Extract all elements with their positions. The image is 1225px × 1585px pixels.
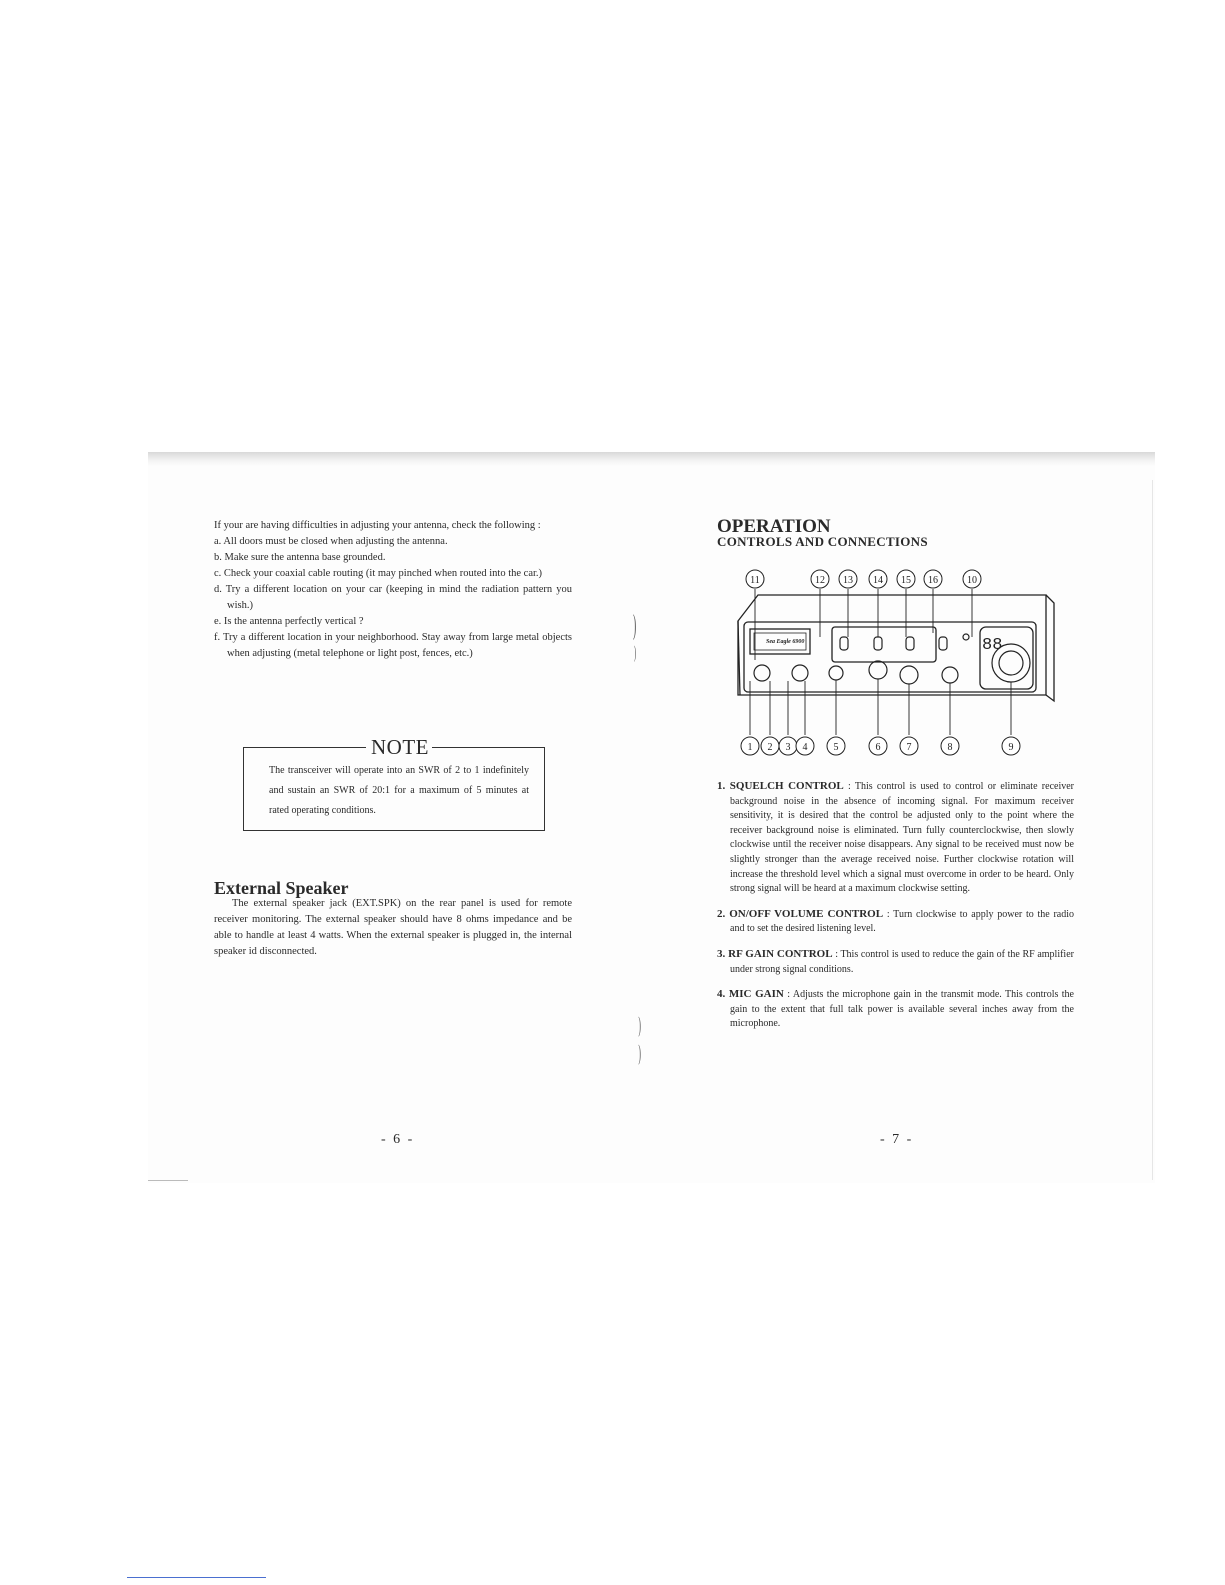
external-speaker-title: External Speaker xyxy=(214,878,349,898)
intro-paragraph: If your are having difficulties in adjusting your antenna, check the following : xyxy=(214,520,541,531)
control-description: : This control is used to reduce the gain of the RF amplifier under strong signal conditions. xyxy=(730,948,1074,975)
note-title: NOTE xyxy=(371,735,429,759)
callout-label: 8 xyxy=(947,742,953,753)
controls-subtitle: CONTROLS AND CONNECTIONS xyxy=(717,534,928,549)
checklist-item: d. Try a different location on your car (keeping in mind the radiation pattern you wish.) xyxy=(214,584,572,611)
control-description: : Turn clockwise to apply power to the radio and to set the desired listening level. xyxy=(730,908,1075,935)
checklist-item: c. Check your coaxial cable routing (it may pinched when routed into the car.) xyxy=(214,568,543,579)
gutter-mark: ) xyxy=(638,1040,641,1065)
control-item-volume xyxy=(717,907,1074,937)
channel-display: 88 xyxy=(982,636,1003,655)
page-number-right: - 7 - xyxy=(880,1132,914,1147)
page-number-left: - 6 - xyxy=(381,1132,415,1147)
note-rule-right xyxy=(432,747,544,748)
control-description: : Adjusts the microphone gain in the transmit mode. This controls the gain to the extent that full talk power is available several inches away from the microphone. xyxy=(730,989,1074,1030)
callout-label: 16 xyxy=(928,575,938,586)
callout-label: 2 xyxy=(767,742,773,753)
callout-label: 9 xyxy=(1008,742,1014,753)
scan-right-edge xyxy=(1152,480,1153,1180)
callout-label: 1 xyxy=(747,742,753,753)
callout-label: 6 xyxy=(875,742,881,753)
note-box xyxy=(243,735,545,831)
checklist-item: a. All doors must be closed when adjusting the antenna. xyxy=(214,536,448,547)
note-text: The transceiver will operate into an SWR of 2 to 1 indefinitely and sustain an SWR of 20:1 for a maximum of 5 minutes at rated operating conditions. xyxy=(269,765,529,816)
scan-top-shadow xyxy=(148,452,1155,466)
gutter-mark: ) xyxy=(633,642,637,662)
checklist-item: f. Try a different location in your neighborhood. Stay away from large metal objects when adjusting (metal telephone or light post, fences, etc.) xyxy=(214,632,572,659)
external-speaker-text: The external speaker jack (EXT.SPK) on the rear panel is used for remote receiver monitoring. The external speaker should have 8 ohms impedance and be able to handle at least 4 watts. When the external speaker is plugged in, the internal speaker id disconnected. xyxy=(214,898,572,957)
gutter-mark: ) xyxy=(638,1012,641,1037)
callout-label: 5 xyxy=(833,742,839,753)
controls-list xyxy=(717,779,1074,1042)
checklist-item: e. Is the antenna perfectly vertical ? xyxy=(214,616,364,627)
scan-bottom-edge xyxy=(148,1180,188,1181)
callout-label: 13 xyxy=(843,575,853,586)
callout-label: 3 xyxy=(785,742,791,753)
brand-label: Sea Eagle 6900 xyxy=(766,639,805,645)
bottom-blue-line xyxy=(127,1577,266,1578)
left-page xyxy=(214,518,572,662)
operation-title: OPERATION xyxy=(717,516,831,537)
control-label: 4. MIC GAIN xyxy=(717,988,784,1001)
callout-label: 15 xyxy=(901,575,911,586)
callout-label: 4 xyxy=(802,742,808,753)
callout-label: 12 xyxy=(815,575,825,586)
callout-label: 10 xyxy=(967,575,977,586)
radio-front-panel-diagram xyxy=(728,565,1064,767)
control-item-squelch xyxy=(717,779,1074,897)
control-label: 1. SQUELCH CONTROL xyxy=(717,780,844,792)
control-item-rf-gain xyxy=(717,947,1074,977)
callout-label: 14 xyxy=(873,575,883,586)
control-label: 3. RF GAIN CONTROL xyxy=(717,947,833,960)
gutter-mark: ) xyxy=(633,610,637,641)
control-label: 2. ON/OFF VOLUME CONTROL xyxy=(717,907,884,920)
control-description: : This control is used to control or eliminate receiver background noise in the absence of incoming signal. For maximum receiver sensitivity, it is desired that the control be adjusted only to the point where the receiver background noise is eliminated. Turn fully counterclockwise, then slowly clockwise until the receiver noise disappears. Any signal to be received must now be slightly stronger than the average received noise. Further clockwise rotation will increase the threshold level which a signal must overcome in order to be heard. Only strong signal will be heard at a maximum clockwise setting. xyxy=(730,781,1074,895)
checklist-item: b. Make sure the antenna base grounded. xyxy=(214,552,386,563)
callout-label: 7 xyxy=(906,742,912,753)
callout-label: 11 xyxy=(750,575,760,586)
note-rule-left xyxy=(244,747,366,748)
control-item-mic-gain xyxy=(717,987,1074,1032)
